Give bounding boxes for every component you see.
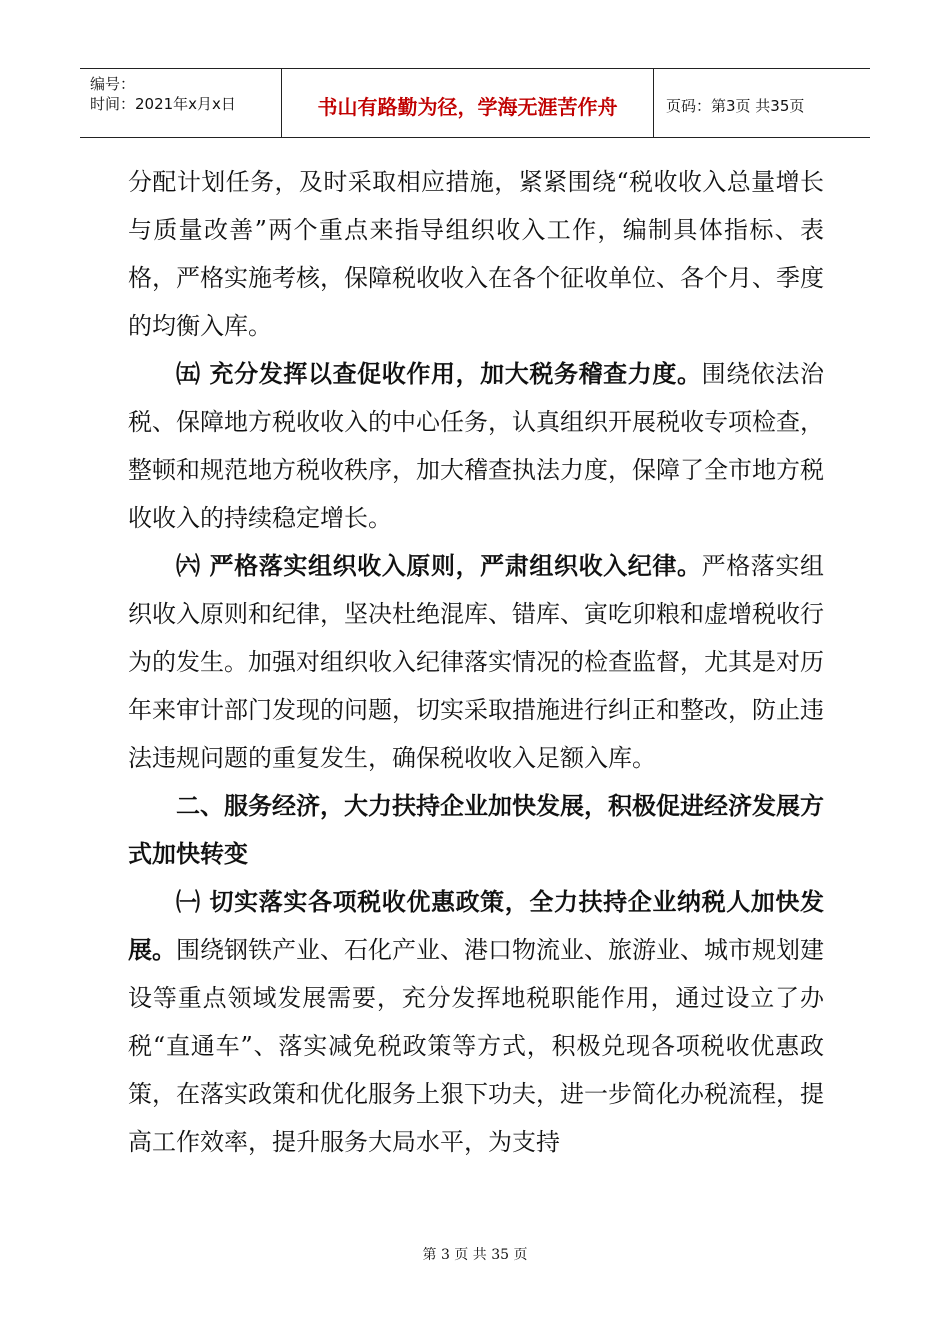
paragraph-4-text: 围绕钢铁产业、石化产业、港口物流业、旅游业、城市规划建设等重点领域发展需要，充分发挥地税职能作用，通过设立了办税“直通车”、落实减免税政策等方式，积极兑现各项税收优惠政策，在落实政策和优化服务上狠下功夫，进一步简化办税流程，提高工作效率，提升服务大局水平，为支持 bbox=[128, 936, 824, 1156]
paragraph-3-text: 严格落实组织收入原则和纪律，坚决杜绝混库、错库、寅吃卯粮和虚增税收行为的发生。加强对组织收入纪律落实情况的检查监督，尤其是对历年来审计部门发现的问题，切实采取措施进行纠正和整改，防止违法违规问题的重复发生，确保税收收入足额入库。 bbox=[128, 552, 824, 772]
number-label: 编号： bbox=[90, 75, 136, 93]
paragraph-3-lead: ㈥ 严格落实组织收入原则，严肃组织收入纪律。 bbox=[176, 552, 702, 580]
page-header bbox=[80, 68, 870, 138]
time-label: 时间：2021年x月x日 bbox=[90, 95, 236, 113]
paragraph-4 bbox=[128, 878, 824, 1166]
header-meta bbox=[80, 69, 282, 137]
page-footer: 第 3 页 共 35 页 bbox=[422, 1247, 528, 1263]
paragraph-3 bbox=[128, 542, 824, 782]
document-body bbox=[128, 158, 824, 1166]
section-heading: 二、服务经济，大力扶持企业加快发展，积极促进经济发展方式加快转变 bbox=[128, 792, 824, 868]
header-page-info: 页码：第3页 共35页 bbox=[666, 96, 805, 115]
paragraph-2-lead: ㈤ 充分发挥以查促收作用，加大税务稽查力度。 bbox=[176, 360, 702, 388]
paragraph-4-lead: ㈠ 切实落实各项税收优惠政策，全力扶持企业纳税人加快发展。 bbox=[128, 888, 824, 964]
paragraph-2-text: 围绕依法治税、保障地方税收收入的中心任务，认真组织开展税收专项检查，整顿和规范地方税收秩序，加大稽查执法力度，保障了全市地方税收收入的持续稳定增长。 bbox=[128, 360, 824, 532]
paragraph-2 bbox=[128, 350, 824, 542]
paragraph-1: 分配计划任务，及时采取相应措施，紧紧围绕“税收收入总量增长与质量改善”两个重点来指导组织收入工作，编制具体指标、表格，严格实施考核，保障税收收入在各个征收单位、各个月、季度的均衡入库。 bbox=[128, 168, 824, 340]
header-motto: 书山有路勤为径，学海无涯苦作舟 bbox=[282, 69, 654, 137]
